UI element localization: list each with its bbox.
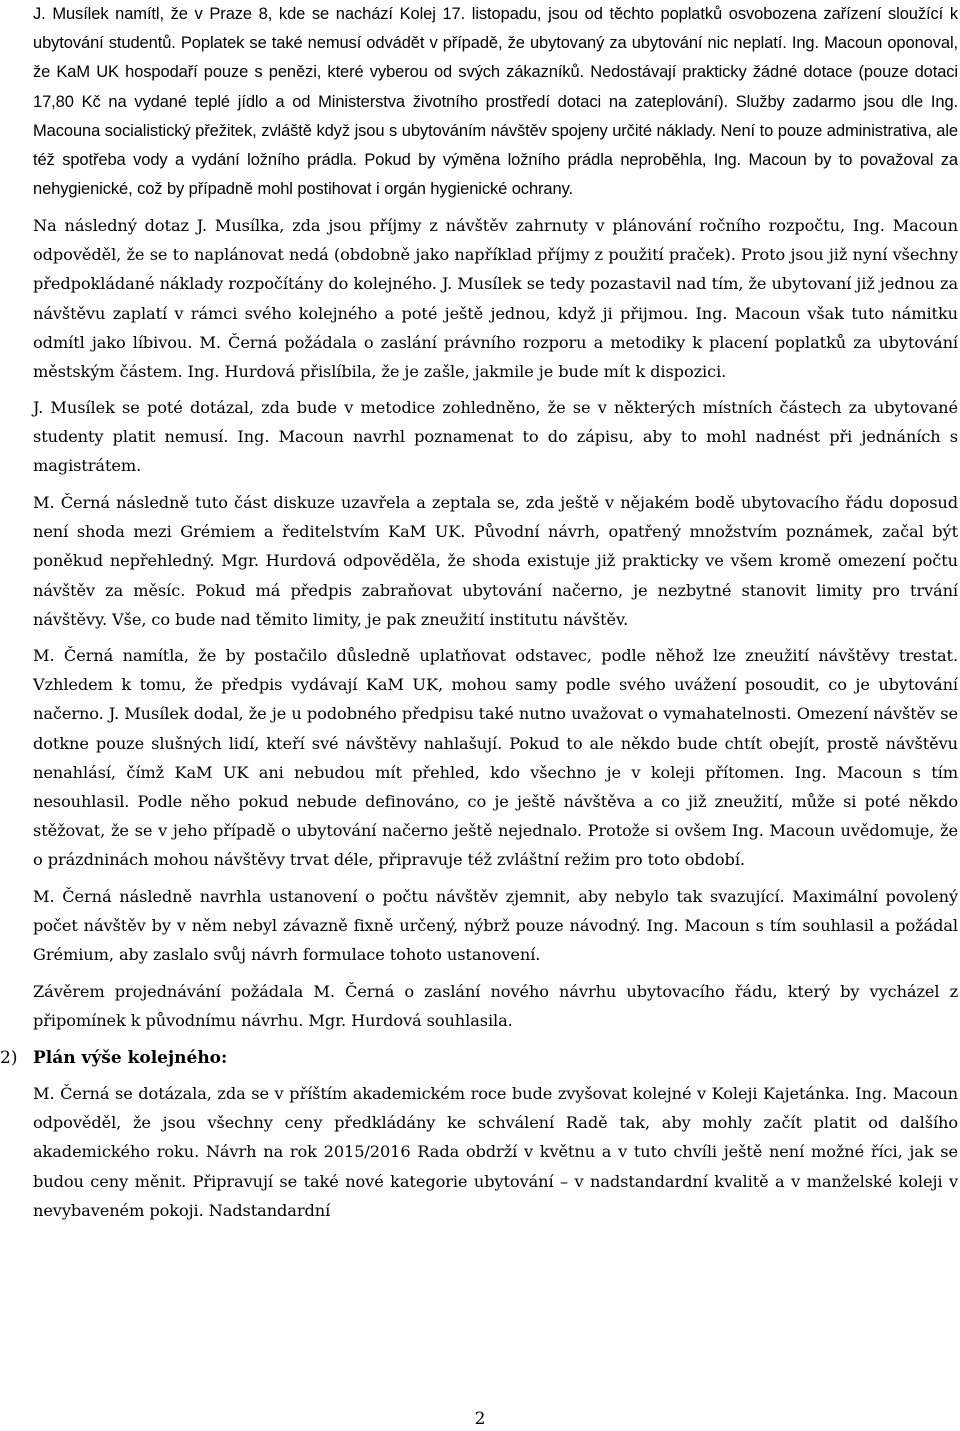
paragraph-5: M. Černá namítla, že by postačilo důsledně uplatňovat odstavec, podle něhož lze zneužití návštěvy trestat. Vzhledem k tomu, že předpis vydávají KaM UK, mohou samy podle svého uvážení posoudit, co je ubytování načerno. J. Musílek dodal, že je u podobného předpisu také nutno uvažovat o vymahatelnosti. Omezení návštěv se dotkne pouze slušných lidí, kteří své návštěvy nahlašují. Pokud to ale někdo bude chtít obejít, prostě návštěvu nenahlásí, čímž KaM UK ani nebudou mít přehled, kdo všechno je v koleji přítomen. Ing. Macoun s tím nesouhlasil. Podle něho pokud nebude definováno, co je ještě návštěva a co již zneužití, může si poté někdo stěžovat, že se v jeho případě o ubytování načerno ještě nejednalo. Protože si ovšem Ing. Macoun uvědomuje, že o prázdninách mohou návštěvy trvat déle, připravuje též zvláštní režim pro toto období. [33,646,958,870]
section-number: 2) [0,1048,18,1068]
paragraph-7: Závěrem projednávání požádala M. Černá o zaslání nového návrhu ubytovacího řádu, který by vycházel z připomínek k původnímu návrhu. Mgr. Hurdová souhlasila. [33,982,958,1031]
paragraph-3: J. Musílek se poté dotázal, zda bude v metodice zohledněno, že se v některých místních částech za ubytované studenty platit nemusí. Ing. Macoun navrhl poznamenat to do zápisu, aby to mohl nadnést při jednáních s magistrátem. [33,398,958,476]
paragraph-4: M. Černá následně tuto část diskuze uzavřela a zeptala se, zda ještě v nějakém bodě ubytovacího řádu doposud není shoda mezi Grémiem a ředitelstvím KaM UK. Původní návrh, opatřený množstvím poznámek, začal být poněkud nepřehledný. Mgr. Hurdová odpověděla, že shoda existuje již prakticky ve všem kromě omezení počtu návštěv za měsíc. Pokud má předpis zabraňovat ubytování načerno, je nezbytné stanovit limity pro trvání návštěvy. Vše, co bude nad těmito limity, je pak zneužití institutu návštěv. [33,493,958,629]
paragraph-6: M. Černá následně navrhla ustanovení o počtu návštěv zjemnit, aby nebylo tak svazující. Maximální povolený počet návštěv by v něm nebyl závazně fixně určený, nýbrž pouze návodný. Ing. Macoun s tím souhlasil a požádal Grémium, aby zaslalo svůj návrh formulace tohoto ustanovení. [33,887,958,965]
section-paragraph: M. Černá se dotázala, zda se v příštím akademickém roce bude zvyšovat kolejné v Koleji Kajetánka. Ing. Macoun odpověděl, že jsou všechny ceny předkládány ke schválení Radě tak, aby mohly začít platit od dalšího akademického roku. Návrh na rok 2015/2016 Rada obdrží v květnu a v tuto chvíli ještě není možné říci, jak se budou ceny měnit. Připravují se také nové kategorie ubytování – v nadstandardní kvalitě a v manželské koleji v nevybaveném pokoji. Nadstandardní [33,1084,958,1220]
section-title: Plán výše kolejného: [33,1048,228,1068]
paragraph-1: J. Musílek namítl, že v Praze 8, kde se nachází Kolej 17. listopadu, jsou od těchto poplatků osvobozena zařízení sloužící k ubytování studentů. Poplatek se také nemusí odvádět v případě, že ubytovaný za ubytování nic neplatí. Ing. Macoun oponoval, že KaM UK hospodaří pouze s penězi, které vyberou od svých zákazníků. Nedostávají prakticky žádné dotace (pouze dotaci 17,80 Kč na vydané teplé jídlo a od Ministerstva životního prostředí dotaci na zateplování). Služby zadarmo jsou dle Ing. Macouna socialistický přežitek, zvláště když jsou s ubytováním návštěv spojeny určité náklady. Není to pouze administrativa, ale též spotřeba vody a vydání ložního prádla. Pokud by výměna ložního prádla neproběhla, Ing. Macoun by to považoval za nehygienické, což by případně mohl postihovat i orgán hygienické ochrany. [33,5,958,199]
page-number: 2 [474,1409,486,1429]
section-heading [0,1044,227,1073]
paragraph-2: Na následný dotaz J. Musílka, zda jsou příjmy z návštěv zahrnuty v plánování ročního rozpočtu, Ing. Macoun odpověděl, že se to naplánovat nedá (obdobně jako například příjmy z použití praček). Proto jsou již nyní všechny předpokládané náklady rozpočítány do kolejného. J. Musílek se tedy pozastavil nad tím, že ubytovaní již jednou za návštěvu zaplatí v rámci svého kolejného a poté ještě jednou, když ji přijmou. Ing. Macoun však tuto námitku odmítl jako líbivou. M. Černá požádala o zaslání právního rozporu a metodiky k placení poplatků za ubytování městským částem. Ing. Hurdová přislíbila, že je zašle, jakmile je bude mít k dispozici. [33,216,958,382]
